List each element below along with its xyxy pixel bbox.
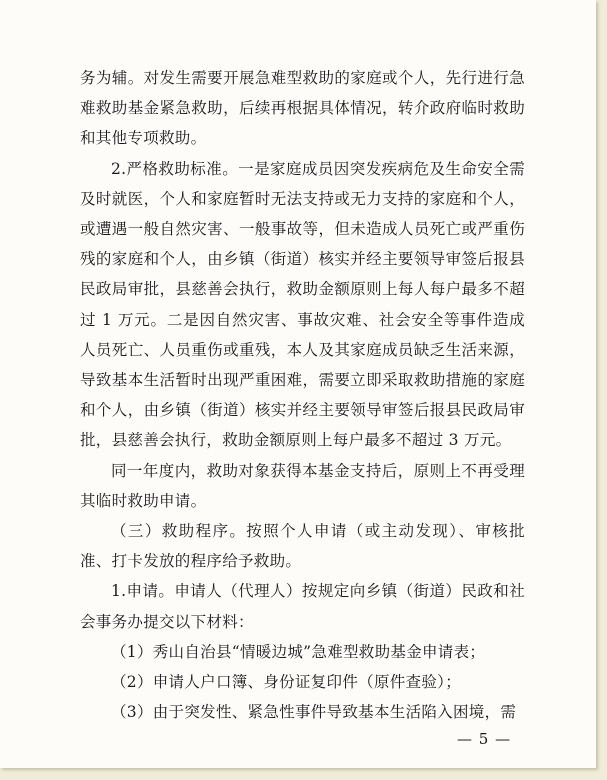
- page-number: — 5 —: [457, 730, 512, 748]
- paragraph-8: （3）由于突发性、紧急性事件导致基本生活陷入困境，需: [111, 703, 517, 722]
- paragraph-1: 务为辅。对发生需要开展急难型救助的家庭或个人，先行进行急难救助基金紧急救助，后续再根据具体情况，转介政府临时救助和其他专项救助。: [80, 69, 525, 148]
- document-body: [80, 63, 525, 727]
- paragraph-5: 1.申请。申请人（代理人）按规定向乡镇（街道）民政和社会事务办提交以下材料：: [80, 582, 525, 631]
- paragraph-2: 2.严格救助标准。一是家庭成员因突发疾病危及生命安全需及时就医，个人和家庭暂时无法支持或无力支持的家庭和个人，或遭遇一般自然灾害、一般事故等，但未造成人员死亡或严重伤残的家庭和个人，由乡镇（街道）核实并经主要领导审签后报县民政局审批，县慈善会执行，救助金额原则上每人每户最多不超过 1 万元。二是因自然灾害、事故灾难、社会安全等事件造成人员死亡、人员重伤或重残，本人及其家庭成员缺乏生活来源，导致基本生活暂时出现严重困难，需要立即采取救助措施的家庭和个人，由乡镇（街道）核实并经主要领导审签后报县民政局审批，县慈善会执行，救助金额原则上每户最多不超过 3 万元。: [80, 159, 525, 450]
- paragraph-4: （三）救助程序。按照个人申请（或主动发现）、审核批准、打卡发放的程序给予救助。: [80, 522, 525, 571]
- paragraph-7: （2）申请人户口簿、身份证复印件（原件查验）；: [111, 673, 462, 692]
- paragraph-6: （1）秀山自治县“情暖边城”急难型救助基金申请表；: [111, 642, 486, 661]
- paragraph-3: 同一年度内，救助对象获得本基金支持后，原则上不再受理其临时救助申请。: [80, 461, 525, 510]
